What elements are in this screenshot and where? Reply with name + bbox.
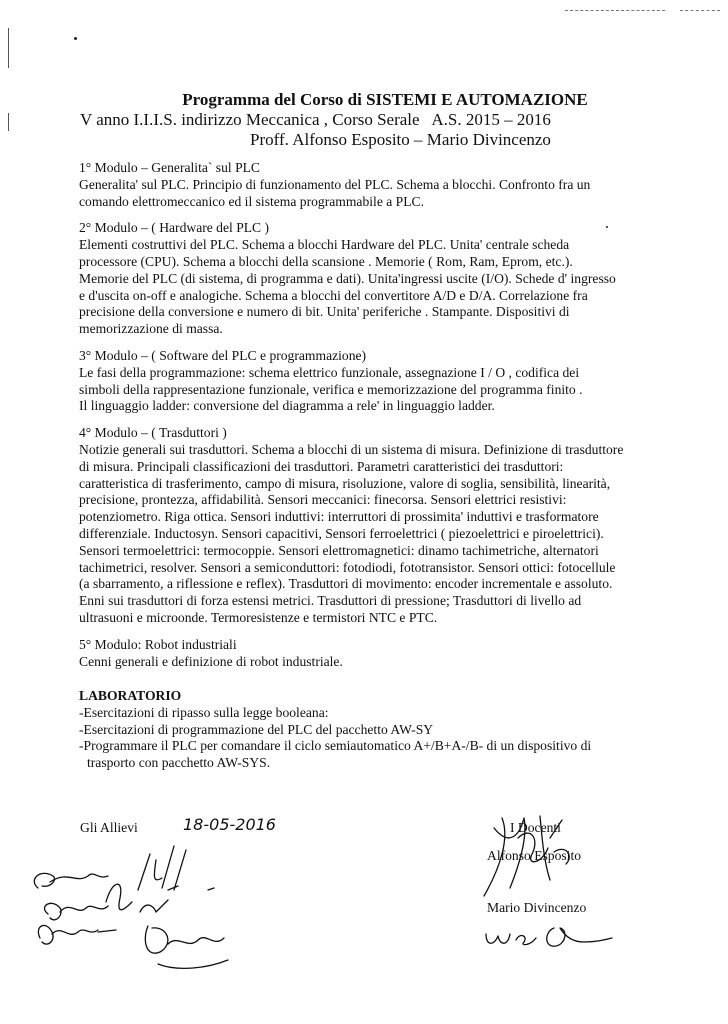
module-heading: 4° Modulo – ( Trasduttori ) bbox=[79, 425, 227, 441]
module-line: Enni sui trasduttori di forza estensi metrici. Trasduttori di pressione; Trasduttori di livello ad bbox=[79, 593, 582, 609]
teacher-name-1: Alfonso Esposito bbox=[487, 848, 582, 863]
course-subtitle: V anno I.I.I.S. indirizzo Meccanica , Corso Serale A.S. 2015 – 2016 bbox=[80, 110, 551, 129]
module-line: Generalita' sul PLC. Principio di funzionamento del PLC. Schema a blocchi. Confronto fra un bbox=[79, 176, 591, 192]
modules-section bbox=[79, 160, 679, 680]
module-line: Sensori termoelettrici: termocoppie. Sensori elettromagnetici: dinamo tachimetriche, alternatori bbox=[79, 542, 599, 558]
module-line: processore (CPU). Schema a blocchi della scansione . Memorie ( Rom, Ram, Eprom, etc.). bbox=[79, 253, 573, 269]
module-heading: 1° Modulo – Generalita` sul PLC bbox=[79, 160, 260, 175]
module-heading: 5° Modulo: Robot industriali bbox=[79, 636, 237, 652]
document-header bbox=[80, 90, 680, 150]
module-4 bbox=[79, 425, 679, 627]
module-line: di misura. Principali classificazioni dei trasduttori. Parametri caratteristici dei trasduttori: bbox=[79, 458, 564, 474]
course-title: Programma del Corso di SISTEMI E AUTOMAZIONE bbox=[182, 90, 588, 109]
module-line: e d'uscita on-off e analogiche. Schema a blocchi del convertitore A/D e D/A. Correlazione fra bbox=[79, 287, 588, 303]
module-line: differenziale. Inductosyn. Sensori capacitivi, Sensori ferroelettrici ( piezoelettrici e piroelettrici). bbox=[79, 525, 604, 541]
module-line: Memorie del PLC (di sistema, di programma e dati). Unita'ingressi uscite (I/O). Schede d' ingresso bbox=[79, 270, 616, 286]
scan-dash-line bbox=[680, 10, 720, 11]
students-label: Gli Allievi bbox=[80, 820, 138, 835]
module-line: precisione della conversione e numero di bit. Unita' periferiche . Stampante. Dispositivi di bbox=[79, 304, 570, 320]
module-line: Le fasi della programmazione: schema elettrico funzionale, assegnazione I / O , codifica dei bbox=[79, 364, 580, 380]
module-line: memorizzazione di massa. bbox=[79, 321, 223, 337]
module-line: Notizie generali sui trasduttori. Schema a blocchi di un sistema di misura. Definizione di trasduttore bbox=[79, 441, 624, 457]
teachers-label: I Docenti bbox=[510, 820, 561, 835]
module-line: Cenni generali e definizione di robot industriale. bbox=[79, 653, 343, 669]
laboratory-item: -Esercitazioni di ripasso sulla legge booleana: bbox=[79, 704, 329, 720]
module-line: potenziometro. Riga ottica. Sensori induttivi: interruttori di prossimita' induttivi e trasformatore bbox=[79, 509, 599, 525]
teacher-signature-divincenzo bbox=[480, 918, 630, 958]
module-1 bbox=[79, 160, 679, 210]
scan-left-edge bbox=[8, 28, 9, 68]
handwritten-date: 18-05-2016 bbox=[183, 815, 276, 834]
module-line: ultrasuoni e microonde. Termoresistenze e termistori NTC e PTC. bbox=[79, 609, 438, 625]
module-line: caratteristica di trasferimento, campo di misura, risoluzione, valore di soglia, sensibilità, linearità, bbox=[79, 475, 611, 491]
module-line: Elementi costruttivi del PLC. Schema a blocchi Hardware del PLC. Unita' centrale scheda bbox=[79, 237, 570, 253]
teacher-signature-esposito bbox=[470, 808, 590, 903]
course-teachers: Proff. Alfonso Esposito – Mario Divincenzo bbox=[250, 130, 551, 149]
student-signatures bbox=[28, 840, 238, 980]
module-line: simboli della rappresentazione funzionale, verifica e memorizzazione del programma finito . bbox=[79, 381, 583, 397]
laboratory-item: -Esercitazioni di programmazione del PLC del pacchetto AW-SY bbox=[79, 721, 434, 737]
module-heading: 2° Modulo – ( Hardware del PLC ) bbox=[79, 220, 270, 236]
laboratory-section bbox=[79, 688, 699, 772]
laboratory-item: -Programmare il PLC per comandare il ciclo semiautomatico A+/B+A-/B- di un dispositivo di bbox=[79, 738, 592, 754]
module-line: tachimetrici, resolver. Sensori a semiconduttori: fotodiodi, fototransistor. Sensori ottici: fotocellule bbox=[79, 559, 616, 575]
laboratory-item: trasporto con pacchetto AW-SYS. bbox=[87, 755, 271, 771]
laboratory-title: LABORATORIO bbox=[79, 688, 182, 703]
module-3 bbox=[79, 348, 679, 415]
module-line: Il linguaggio ladder: conversione del diagramma a rele' in linguaggio ladder. bbox=[79, 398, 495, 414]
scan-dash-line bbox=[565, 10, 665, 11]
module-line: (a sbarramento, a riflessione e reflex). Trasduttori di movimento: encoder incrementale e assoluto. bbox=[79, 576, 613, 592]
module-5 bbox=[79, 637, 679, 671]
teacher-name-2: Mario Divincenzo bbox=[487, 900, 587, 915]
module-line: precisione, prontezza, affidabilità. Sensori meccanici: finecorsa. Sensori elettrici resistivi: bbox=[79, 492, 567, 508]
module-line: comando elettromeccanico ed il sistema programmabile a PLC. bbox=[79, 193, 425, 209]
module-heading: 3° Modulo – ( Software del PLC e programmazione) bbox=[79, 347, 367, 363]
scan-left-edge bbox=[8, 113, 9, 131]
module-2 bbox=[79, 220, 679, 338]
scan-speck bbox=[74, 37, 77, 40]
